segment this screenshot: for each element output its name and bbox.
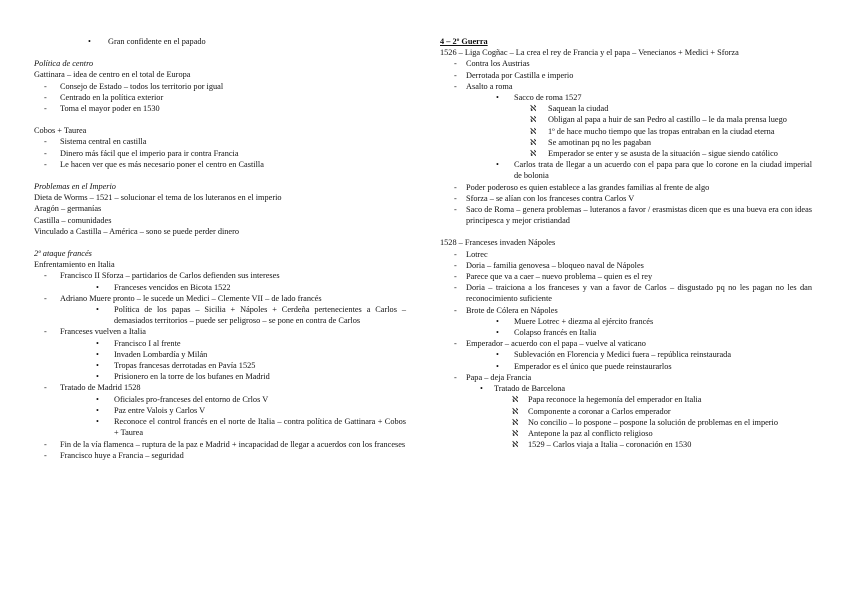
right-column (440, 36, 812, 450)
list-item (34, 69, 406, 80)
item-text: Carlos trata de llegar a un acuerdo con el papa para que lo corone en la ciudad imperial de bolonia (514, 160, 812, 181)
item-text: Doria – traiciona a los franceses y van a favor de Carlos – disgustado pq no les pagan no les dan reconocimiento suficiente (466, 283, 812, 304)
list-item (440, 249, 812, 260)
bullet-marker: - (454, 305, 457, 315)
item-text: Reconoce el control francés en el norte de Italia – contra política de Gattinara + Cobos + Taurea (114, 417, 406, 438)
list-item (440, 383, 812, 394)
item-text: 1528 – Franceses invaden Nápoles (440, 238, 556, 248)
item-text: Se amotinan pq no les pagaban (548, 137, 651, 147)
item-text: Sublevación en Florencia y Medici fuera – república reinstaurada (514, 350, 732, 360)
list-item (34, 226, 406, 237)
item-text: Política de centro (34, 59, 94, 69)
spacer (34, 114, 406, 125)
list-item (440, 70, 812, 81)
list-item (34, 36, 406, 47)
list-item (34, 103, 406, 114)
item-text: Brote de Cólera en Nápoles (466, 305, 558, 315)
list-item (34, 382, 406, 393)
list-item (34, 282, 406, 293)
list-item (440, 92, 812, 103)
bullet-marker: ℵ (530, 137, 537, 147)
list-item (34, 215, 406, 226)
spacer (34, 237, 406, 248)
item-text: 1526 – Liga Cogñac – La crea el rey de Francia y el papa – Venecianos + Medici + Sforza (440, 48, 739, 58)
list-item (34, 349, 406, 360)
section-heading (34, 248, 406, 259)
bullet-marker: - (454, 81, 457, 91)
item-text: Fin de la vía flamenca – ruptura de la paz e Madrid + incapacidad de llegar a acuerdos con los franceses (60, 439, 406, 449)
list-item (440, 305, 812, 316)
bullet-marker: - (454, 59, 457, 69)
item-text: Enfrentamiento en Italia (34, 260, 115, 270)
bullet-marker: ℵ (512, 395, 519, 405)
list-item (440, 103, 812, 114)
list-item (440, 260, 812, 271)
bullet-marker: - (454, 205, 457, 215)
item-text: Dinero más fácil que el imperio para ir contra Francia (60, 148, 239, 158)
bullet-marker: - (44, 450, 47, 460)
list-item (440, 406, 812, 417)
item-text: Consejo de Estado – todos los territorio por igual (60, 81, 224, 91)
item-text: Oficiales pro-franceses del entorno de Crlos V (114, 394, 269, 404)
item-text: Lotrec (466, 249, 488, 259)
item-text: Franceses vencidos en Bicota 1522 (114, 282, 231, 292)
item-text: Saco de Roma – genera problemas – luteranos a favor / erasmistas dicen que es una bueva era con ideas principesca y mejor cristiandad (466, 205, 812, 226)
list-item (440, 349, 812, 360)
bullet-marker: - (44, 293, 47, 303)
item-text: 1529 – Carlos viaja a Italia – coronación en 1530 (528, 440, 692, 450)
item-text: 4 – 2º Guerra (440, 37, 488, 46)
bullet-marker: • (496, 316, 499, 326)
item-text: Sistema central en castilla (60, 137, 147, 147)
list-item (440, 126, 812, 137)
item-text: Francisco II Sforza – partidarios de Carlos defienden sus intereses (60, 271, 280, 281)
section-heading (34, 58, 406, 69)
item-text: Francisco I al frente (114, 338, 181, 348)
item-text: Adriano Muere pronto – le sucede un Medici – Clemente VII – de lado francés (60, 293, 322, 303)
bullet-marker: - (44, 81, 47, 91)
list-item (34, 360, 406, 371)
bullet-marker: • (88, 37, 91, 46)
item-text: Problemas en el Imperio (34, 182, 116, 192)
bullet-marker: • (496, 361, 499, 371)
item-text: Dieta de Worms – 1521 – solucionar el tema de los luteranos en el imperio (34, 193, 282, 203)
bullet-marker: - (454, 182, 457, 192)
item-text: Sforza – se alían con los franceses contra Carlos V (466, 193, 635, 203)
bullet-marker: - (454, 283, 457, 293)
section-heading (34, 181, 406, 192)
list-item (34, 125, 406, 136)
list-item (440, 148, 812, 159)
item-text: Prisionero en la torre de los bufanes en Madrid (114, 372, 270, 382)
item-text: Papa – deja Francia (466, 372, 532, 382)
item-text: Saquean la ciudad (548, 104, 609, 114)
list-item (440, 282, 812, 304)
spacer (34, 170, 406, 181)
bullet-marker: • (496, 93, 499, 103)
item-text: Parece que va a caer – nuevo problema – quien es el rey (466, 272, 653, 282)
item-text: Tratado de Madrid 1528 (60, 383, 141, 393)
item-text: Invaden Lombardía y Milán (114, 349, 208, 359)
list-item (34, 416, 406, 438)
item-text: Franceses vuelven a Italia (60, 327, 146, 337)
list-item (34, 203, 406, 214)
list-item (34, 148, 406, 159)
bullet-marker: • (96, 338, 99, 348)
bullet-marker: - (44, 271, 47, 281)
item-text: 2º ataque francés (34, 249, 92, 259)
bullet-marker: ℵ (512, 440, 519, 450)
item-text: Emperador – acuerdo con el papa – vuelve al vaticano (466, 339, 646, 349)
item-text: Tratado de Barcelona (494, 384, 566, 394)
item-text: Francisco huye a Francia – seguridad (60, 450, 184, 460)
list-item (440, 439, 812, 450)
list-item (34, 92, 406, 103)
list-item (34, 81, 406, 92)
item-text: Gran confidente en el papado (108, 37, 206, 46)
bullet-marker: - (454, 249, 457, 259)
bullet-marker: • (496, 328, 499, 338)
item-text: No concilio – lo pospone – pospone la solución de problemas en el imperio (528, 417, 779, 427)
item-text: Tropas francesas derrotadas en Pavía 1525 (114, 361, 256, 371)
section-heading (440, 36, 812, 47)
bullet-marker: • (96, 405, 99, 415)
list-item (34, 371, 406, 382)
item-text: Política de los papas – Sicilia + Nápoles + Cerdeña pertenecientes a Carlos – demasiados territorios – puede ser peligroso – se pone en contra de Carlos (114, 305, 406, 326)
list-item (34, 405, 406, 416)
item-text: Le hacen ver que es más necesario poner el centro en Castilla (60, 159, 264, 169)
bullet-marker: - (454, 260, 457, 270)
item-text: Gattinara – idea de centro en el total de Europa (34, 70, 191, 80)
bullet-marker: ℵ (530, 115, 537, 125)
list-item (34, 293, 406, 304)
item-text: Muere Lotrec + diezma al ejército francés (514, 316, 654, 326)
list-item (440, 338, 812, 349)
bullet-marker: ℵ (530, 149, 537, 159)
list-item (34, 259, 406, 270)
bullet-marker: ℵ (512, 417, 519, 427)
list-item (440, 47, 812, 58)
list-item (34, 326, 406, 337)
list-item (34, 439, 406, 450)
item-text: Poder poderoso es quien establece a las grandes familias al frente de algo (466, 182, 710, 192)
list-item (440, 237, 812, 248)
list-item (440, 114, 812, 125)
bullet-marker: • (96, 305, 99, 315)
bullet-marker: • (96, 417, 99, 427)
list-item (440, 271, 812, 282)
list-item (440, 372, 812, 383)
bullet-marker: • (96, 394, 99, 404)
bullet-marker: - (44, 104, 47, 114)
list-item (34, 304, 406, 326)
list-item (34, 136, 406, 147)
left-column (34, 36, 406, 461)
bullet-marker: - (44, 383, 47, 393)
list-item (34, 270, 406, 281)
item-text: Papa reconoce la hegemonía del emperador en Italia (528, 395, 702, 405)
item-text: 1º de hace mucho tiempo que las tropas entraban en la ciudad eterna (548, 126, 775, 136)
bullet-marker: ℵ (530, 104, 537, 114)
item-text: Contra los Austrias (466, 59, 530, 69)
bullet-marker: ℵ (512, 428, 519, 438)
list-item (440, 327, 812, 338)
item-text: Paz entre Valois y Carlos V (114, 405, 206, 415)
item-text: Cobos + Taurea (34, 126, 87, 136)
list-item (440, 204, 812, 226)
item-text: Emperador se enter y se asusta de la situación – sigue siendo católico (548, 149, 778, 159)
list-item (440, 316, 812, 327)
bullet-marker: - (44, 92, 47, 102)
bullet-marker: - (44, 159, 47, 169)
list-item (440, 394, 812, 405)
list-item (34, 159, 406, 170)
list-item (34, 338, 406, 349)
bullet-marker: • (496, 160, 499, 170)
item-text: Asalto a roma (466, 81, 513, 91)
bullet-marker: • (96, 361, 99, 371)
item-text: Aragón – germanías (34, 204, 102, 214)
list-item (34, 394, 406, 405)
bullet-marker: - (44, 137, 47, 147)
list-item (440, 182, 812, 193)
bullet-marker: - (44, 327, 47, 337)
spacer (34, 47, 406, 58)
item-text: Colapso francés en Italia (514, 328, 597, 338)
item-text: Componente a coronar a Carlos emperador (528, 406, 671, 416)
bullet-marker: - (454, 339, 457, 349)
item-text: Castilla – comunidades (34, 215, 112, 225)
item-text: Centrado en la política exterior (60, 92, 164, 102)
item-text: Antepone la paz al conflicto religioso (528, 428, 653, 438)
bullet-marker: ℵ (512, 406, 519, 416)
bullet-marker: - (454, 272, 457, 282)
list-item (440, 428, 812, 439)
list-item (440, 417, 812, 428)
bullet-marker: • (96, 372, 99, 382)
list-item (440, 159, 812, 181)
bullet-marker: ℵ (530, 126, 537, 136)
bullet-marker: - (454, 193, 457, 203)
item-text: Doria – familia genovesa – bloqueo naval de Nápoles (466, 260, 644, 270)
bullet-marker: • (96, 349, 99, 359)
bullet-marker: - (44, 439, 47, 449)
item-text: Emperador es el único que puede reinstaurarlos (514, 361, 672, 371)
item-text: Sacco de roma 1527 (514, 93, 582, 103)
list-item (440, 137, 812, 148)
item-text: Vinculado a Castilla – América – sono se puede perder dinero (34, 226, 240, 236)
bullet-marker: • (480, 384, 483, 394)
item-text: Toma el mayor poder en 1530 (60, 104, 160, 114)
list-item (34, 450, 406, 461)
bullet-marker: - (454, 372, 457, 382)
list-item (440, 193, 812, 204)
bullet-marker: - (44, 148, 47, 158)
list-item (440, 361, 812, 372)
spacer (440, 226, 812, 237)
item-text: Derrotada por Castilla e imperio (466, 70, 574, 80)
bullet-marker: - (454, 70, 457, 80)
bullet-marker: • (496, 350, 499, 360)
list-item (440, 81, 812, 92)
item-text: Obligan al papa a huir de san Pedro al castillo – le da mala prensa luego (548, 115, 787, 125)
list-item (34, 192, 406, 203)
bullet-marker: • (96, 282, 99, 292)
list-item (440, 58, 812, 69)
